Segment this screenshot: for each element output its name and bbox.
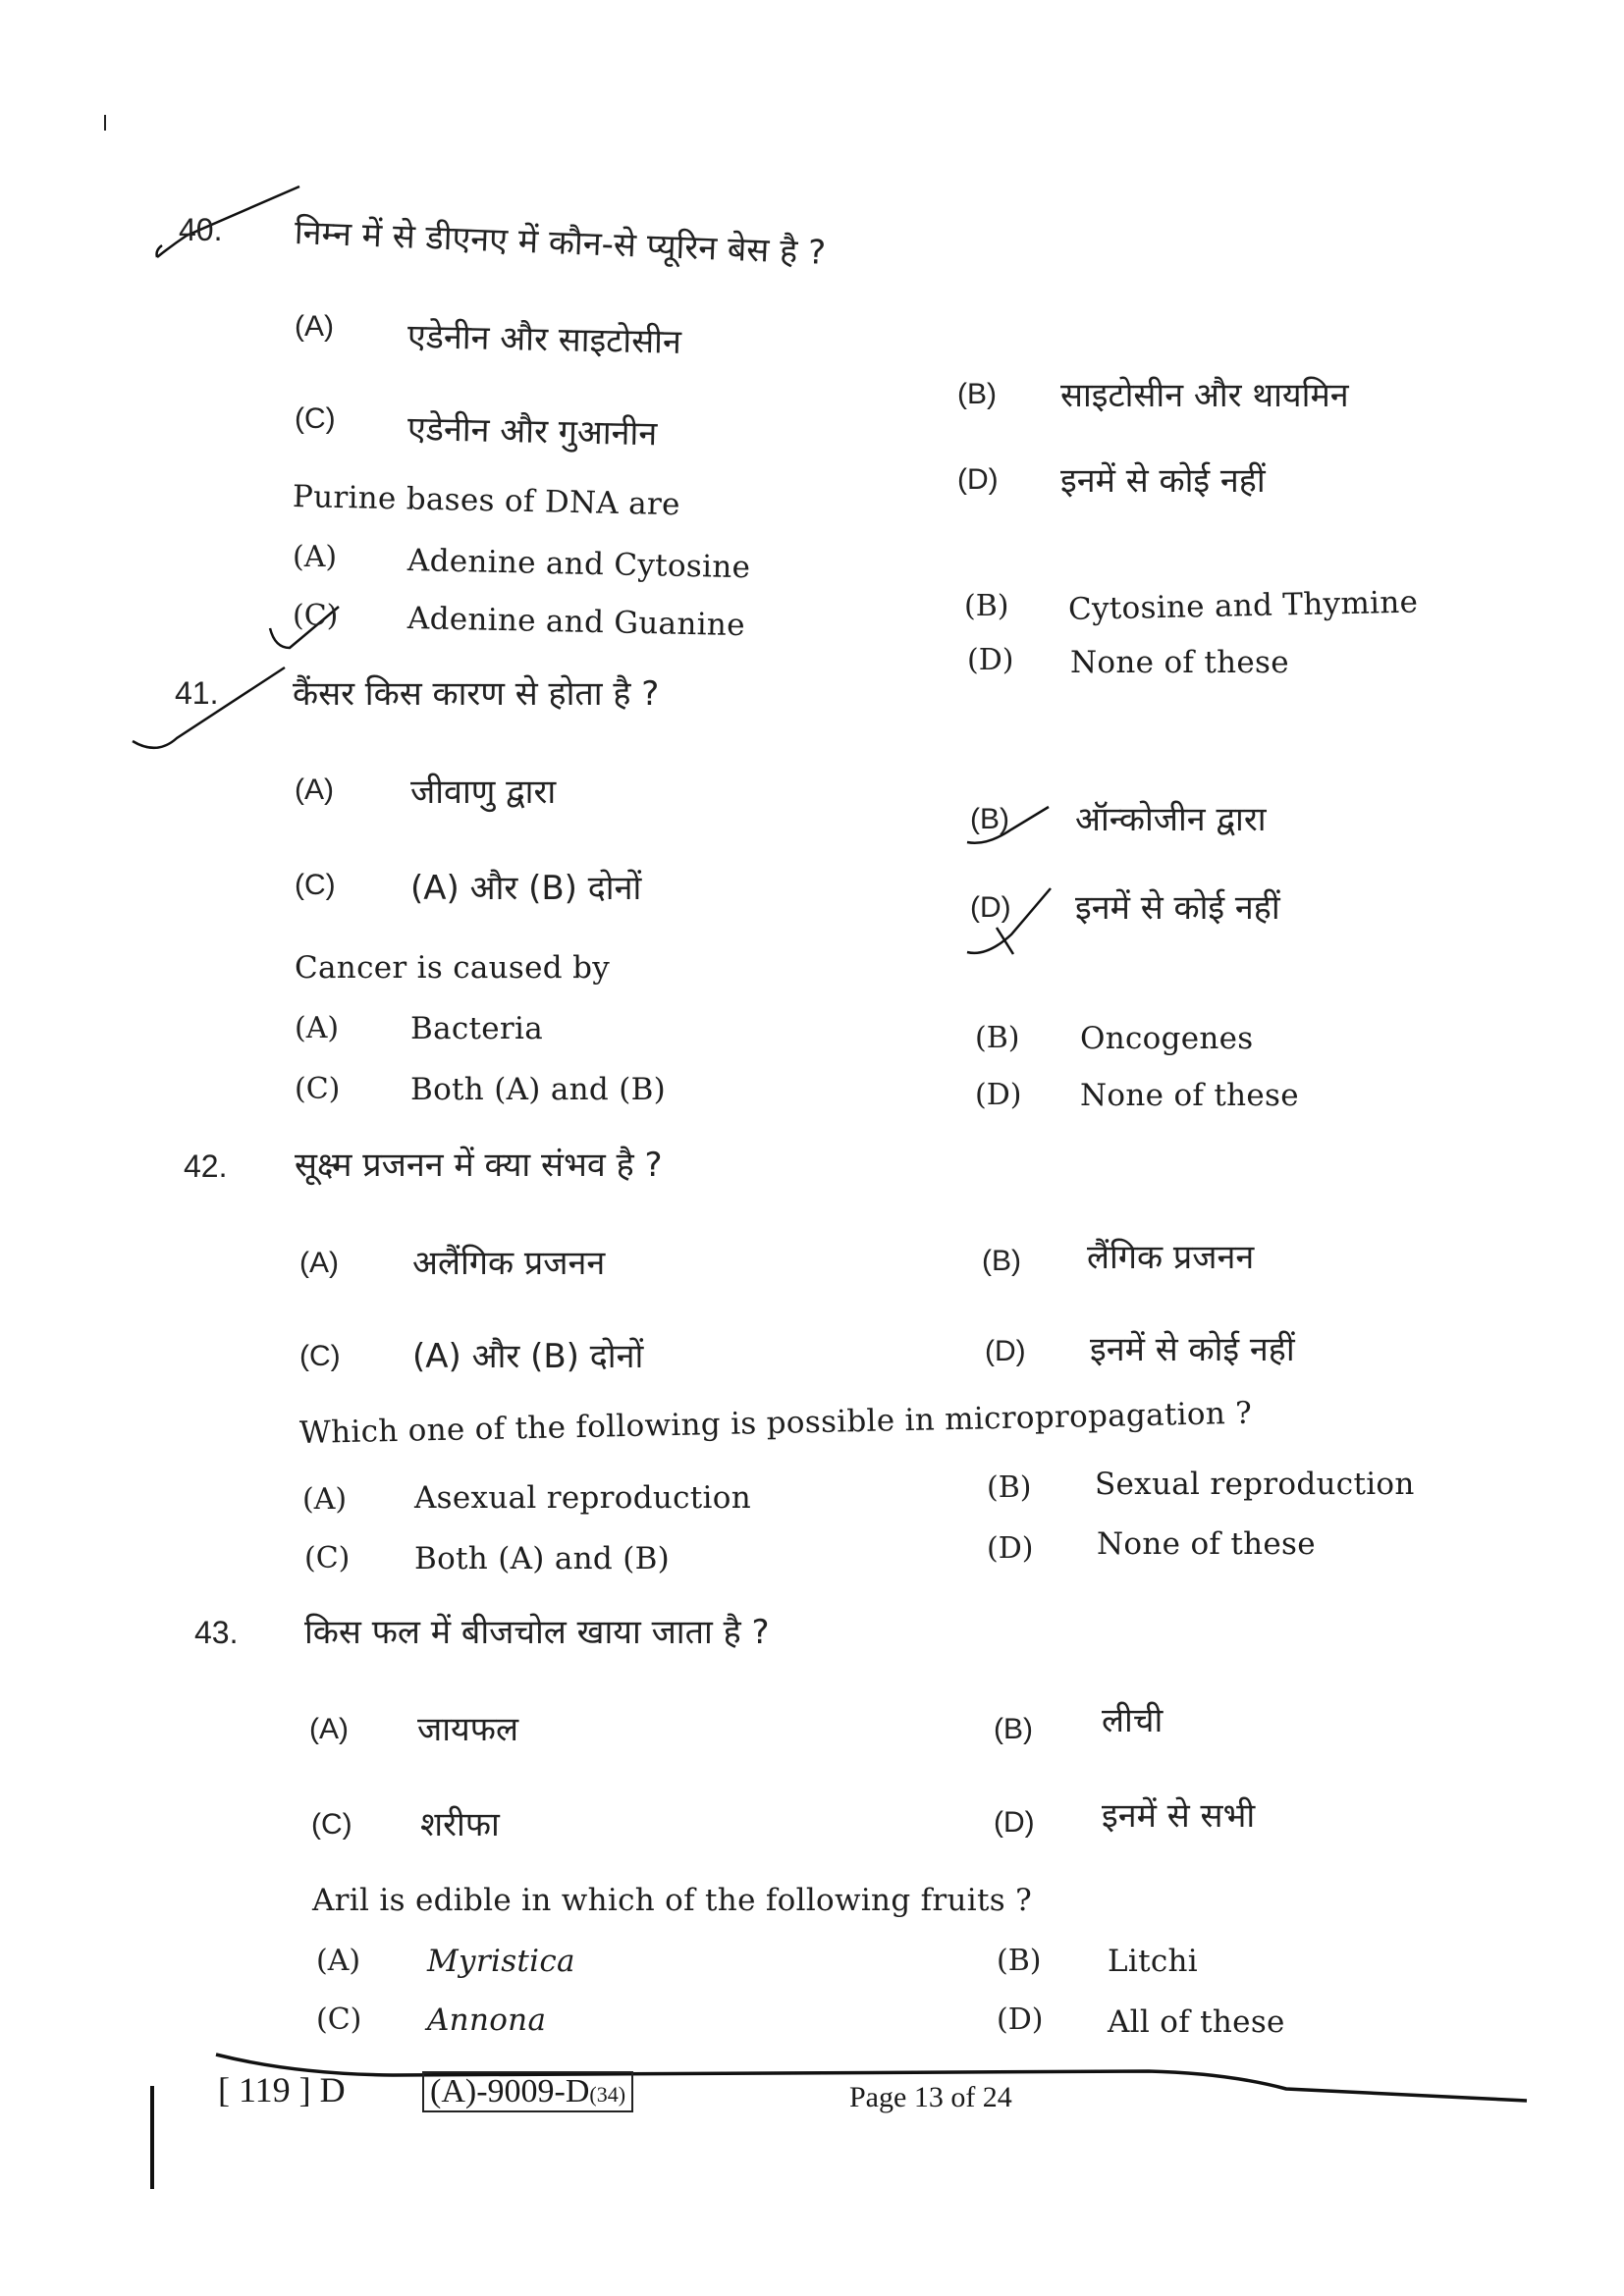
- option-text[interactable]: (A) और (B) दोनों: [410, 869, 642, 908]
- question-text-hindi: किस फल में बीजचोल खाया जाता है ?: [304, 1613, 770, 1652]
- option-label[interactable]: (D): [957, 463, 999, 496]
- option-label[interactable]: (A): [309, 1713, 349, 1745]
- option-text[interactable]: Oncogenes: [1080, 1021, 1254, 1056]
- option-text[interactable]: None of these: [1080, 1078, 1299, 1113]
- option-label[interactable]: (C): [295, 402, 336, 435]
- option-label[interactable]: (B): [997, 1944, 1042, 1978]
- option-label[interactable]: (B): [964, 589, 1009, 623]
- option-text[interactable]: Asexual reproduction: [414, 1480, 752, 1516]
- option-text[interactable]: Cytosine and Thymine: [1067, 584, 1419, 627]
- option-text[interactable]: Myristica: [427, 1944, 575, 1979]
- question-number: 41.: [175, 675, 219, 711]
- option-text[interactable]: इनमें से कोई नहीं: [1090, 1330, 1295, 1369]
- option-text[interactable]: एडेनीन और गुआनीन: [406, 409, 658, 454]
- option-text[interactable]: एडेनीन और साइटोसीन: [406, 317, 682, 362]
- option-text[interactable]: जायफल: [417, 1710, 519, 1749]
- option-label[interactable]: (A): [295, 774, 334, 806]
- option-label[interactable]: (B): [970, 803, 1009, 835]
- option-label[interactable]: (A): [295, 1011, 340, 1045]
- option-label[interactable]: (A): [293, 540, 338, 574]
- booklet-code: [ 119 ] D: [218, 2070, 346, 2109]
- option-text[interactable]: Annona: [427, 2002, 547, 2038]
- question-text-hindi: कैंसर किस कारण से होता है ?: [293, 674, 660, 714]
- option-label[interactable]: (A): [299, 1247, 339, 1279]
- question-text-hindi: सूक्ष्म प्रजनन में क्या संभव है ?: [295, 1146, 663, 1185]
- option-text[interactable]: जीवाणु द्वारा: [410, 773, 557, 812]
- option-label[interactable]: (D): [970, 891, 1011, 924]
- question-text-english: Aril is edible in which of the following fruits ?: [312, 1883, 1033, 1918]
- question-number: 43.: [194, 1615, 239, 1650]
- option-text[interactable]: ऑन्कोजीन द्वारा: [1075, 800, 1267, 839]
- option-text[interactable]: शरीफा: [420, 1805, 500, 1844]
- option-label[interactable]: (B): [982, 1245, 1021, 1277]
- option-text[interactable]: Litchi: [1108, 1944, 1198, 1979]
- option-label[interactable]: (D): [985, 1335, 1026, 1367]
- option-text[interactable]: Bacteria: [410, 1011, 544, 1046]
- option-text[interactable]: इनमें से कोई नहीं: [1060, 461, 1266, 501]
- option-label[interactable]: (A): [302, 1482, 348, 1517]
- option-text[interactable]: इनमें से कोई नहीं: [1075, 888, 1280, 928]
- option-label[interactable]: (B): [994, 1713, 1033, 1745]
- option-label[interactable]: (D): [987, 1531, 1034, 1566]
- option-label[interactable]: (C): [293, 599, 339, 633]
- option-text[interactable]: लीची: [1102, 1701, 1164, 1740]
- option-text[interactable]: साइटोसीन और थायमिन: [1060, 376, 1349, 415]
- option-label[interactable]: (C): [316, 2002, 362, 2037]
- option-label[interactable]: (B): [975, 1021, 1020, 1055]
- option-text[interactable]: Both (A) and (B): [410, 1072, 667, 1107]
- option-text[interactable]: इनमें से सभी: [1102, 1796, 1256, 1836]
- question-text-english: Cancer is caused by: [295, 950, 611, 986]
- paper-code: (A)-9009-D: [430, 2073, 590, 2109]
- option-text[interactable]: Both (A) and (B): [414, 1541, 671, 1576]
- option-text[interactable]: None of these: [1070, 645, 1289, 680]
- option-text[interactable]: Adenine and Cytosine: [406, 543, 751, 586]
- option-label[interactable]: (C): [295, 1072, 341, 1106]
- question-number: 40.: [179, 212, 223, 247]
- option-label[interactable]: (A): [316, 1944, 361, 1978]
- option-text[interactable]: (A) और (B) दोनों: [412, 1337, 644, 1376]
- option-label[interactable]: (B): [987, 1470, 1032, 1505]
- option-label[interactable]: (A): [295, 310, 334, 343]
- option-label[interactable]: (D): [997, 2002, 1044, 2037]
- paper-code-box: [422, 2071, 633, 2112]
- option-text[interactable]: All of these: [1108, 2004, 1285, 2040]
- option-label[interactable]: (D): [975, 1078, 1022, 1112]
- option-label[interactable]: (D): [994, 1806, 1035, 1839]
- option-label[interactable]: (B): [957, 378, 997, 410]
- option-label[interactable]: (D): [967, 643, 1014, 677]
- question-text-hindi: निम्न में से डीएनए में कौन-से प्यूरिन बेस है ?: [294, 213, 827, 273]
- option-text[interactable]: Adenine and Guanine: [406, 601, 746, 644]
- option-label[interactable]: (C): [304, 1541, 351, 1575]
- option-label[interactable]: (C): [295, 869, 336, 901]
- option-text[interactable]: लैंगिक प्रजनन: [1087, 1238, 1255, 1277]
- page-number: Page 13 of 24: [849, 2081, 1012, 2113]
- question-number: 42.: [184, 1148, 228, 1184]
- option-label[interactable]: (C): [299, 1340, 341, 1372]
- option-label[interactable]: (C): [311, 1808, 352, 1841]
- paper-code-sub: (34): [589, 2082, 626, 2107]
- question-text-english: Purine bases of DNA are: [292, 479, 681, 523]
- option-text[interactable]: None of these: [1097, 1526, 1316, 1562]
- option-text[interactable]: Sexual reproduction: [1095, 1467, 1415, 1502]
- question-text-english: Which one of the following is possible in micropropagation ?: [298, 1395, 1253, 1451]
- option-text[interactable]: अलैंगिक प्रजनन: [412, 1244, 606, 1283]
